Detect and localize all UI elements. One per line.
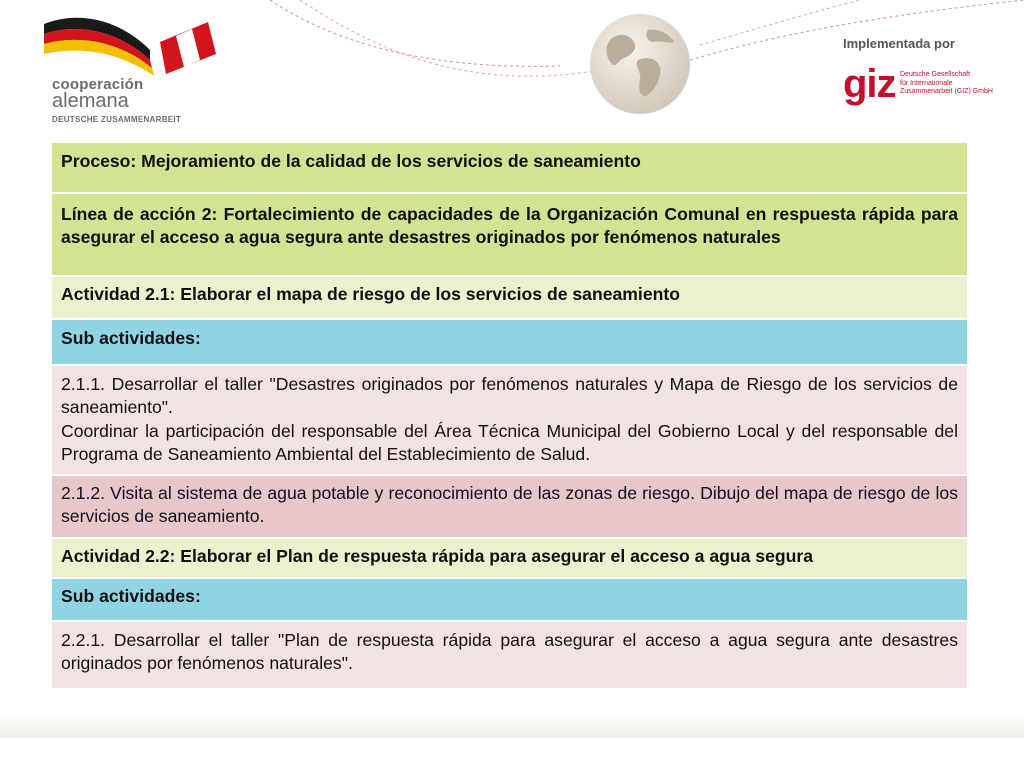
subactivities-label: Sub actividades: (61, 328, 201, 348)
giz-subtitle-line: für Internationale (900, 79, 953, 87)
process-row (52, 143, 967, 194)
activity-2-1-text: Actividad 2.1: Elaborar el mapa de riesgo de los servicios de saneamiento (61, 284, 680, 304)
logo-line-2: alemana (52, 90, 129, 112)
logo-line-1: cooperación (52, 76, 144, 93)
subactivity-row (52, 366, 967, 476)
giz-subtitle-line: Deutsche Gesellschaft (900, 71, 971, 78)
subactivities-label: Sub actividades: (61, 586, 201, 606)
activities-table (52, 143, 967, 688)
subactivity-2-1-2-text: 2.1.2. Visita al sistema de agua potable y reconocimiento de las zonas de riesgo. Dibujo del mapa de riesgo de los servicios de saneamiento. (61, 483, 958, 527)
flag-wave-icon (40, 12, 230, 82)
subactivity-2-1-1-text: 2.1.1. Desarrollar el taller "Desastres originados por fenómenos naturales y Mapa de Riesgo de los servicios de saneamiento". (61, 374, 958, 418)
giz-subtitle (900, 71, 1010, 97)
subactivity-row (52, 622, 967, 688)
globe-icon (588, 12, 692, 116)
giz-logo: giz (843, 62, 896, 106)
footer-band (0, 714, 1024, 738)
action-line-text: Línea de acción 2: Fortalecimiento de capacidades de la Organización Comunal en respuesta rápida para asegurar el acceso a agua segura ante desastres originados por fenómenos naturales (61, 204, 958, 248)
activity-row (52, 277, 967, 320)
logo-line-3: DEUTSCHE ZUSAMMENARBEIT (52, 115, 182, 124)
implemented-by-label: Implementada por (843, 36, 955, 51)
process-text: Proceso: Mejoramiento de la calidad de los servicios de saneamiento (61, 151, 641, 171)
subactivity-2-2-1-text: 2.2.1. Desarrollar el taller "Plan de respuesta rápida para asegurar el acceso a agua segura ante desastres originados por fenómenos naturales". (61, 630, 958, 674)
activity-2-2-text: Actividad 2.2: Elaborar el Plan de respuesta rápida para asegurar el acceso a agua segura (61, 546, 813, 566)
activity-row (52, 539, 967, 579)
action-line-row (52, 194, 967, 277)
subactivities-header-row (52, 579, 967, 622)
subactivity-row (52, 476, 967, 539)
subactivities-header-row (52, 320, 967, 366)
subactivity-2-1-1-note: Coordinar la participación del responsable del Área Técnica Municipal del Gobierno Local y del responsable del Programa de Saneamiento Ambiental del Establecimiento de Salud. (61, 420, 958, 464)
giz-subtitle-line: Zusammenarbeit (GIZ) GmbH (900, 88, 993, 95)
cooperacion-alemana-logo (40, 12, 230, 122)
